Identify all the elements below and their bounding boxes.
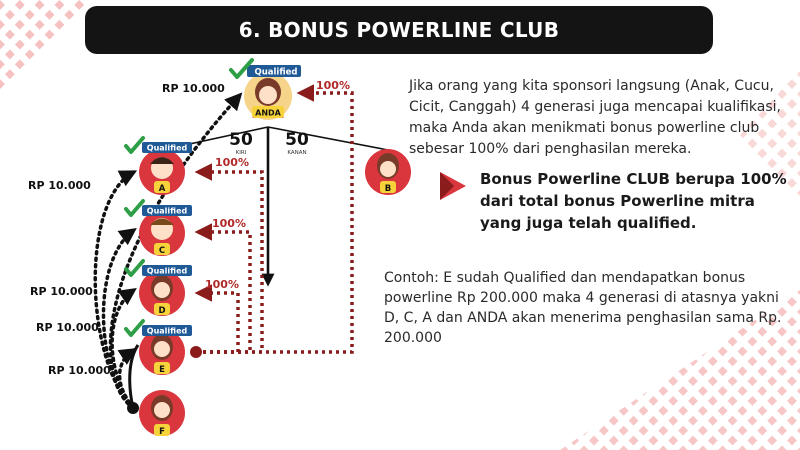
- rp-label-d: RP 10.000: [30, 285, 93, 298]
- description-text: Jika orang yang kita sponsori langsung (Anak, Cucu, Cicit, Canggah) 4 generasi juga mencapai kualifikasi, maka Anda akan menikmati bonus powerline club sebesar 100% dari penghasilan mereka.: [409, 78, 782, 157]
- bonus-line-d: [196, 293, 238, 352]
- qualified-badge-c: Qualified: [146, 206, 188, 216]
- node-e-label: E: [159, 365, 165, 375]
- kanan-value: 50: [285, 130, 309, 150]
- node-d: [126, 261, 192, 316]
- percent-label-a: 100%: [215, 156, 249, 169]
- bonus-origin-dot: [190, 346, 202, 358]
- node-anda-label: ANDA: [255, 108, 281, 118]
- check-icon: [126, 138, 143, 152]
- node-a: [126, 138, 192, 195]
- example-text: Contoh: E sudah Qualified dan mendapatkan bonus powerline Rp 200.000 maka 4 generasi di atasnya yakni D, C, A dan ANDA akan menerima penghasilan sama Rp. 200.000: [384, 270, 782, 346]
- rp-label-e: RP 10.000: [36, 321, 99, 334]
- kiri-value: 50: [229, 130, 253, 150]
- qualified-badge-a: Qualified: [146, 143, 188, 153]
- kiri-label: KIRI: [235, 150, 247, 156]
- slide-title: 6. BONUS POWERLINE CLUB: [85, 6, 713, 54]
- node-b: [365, 149, 411, 195]
- node-a-label: A: [158, 184, 166, 194]
- percent-label-anda: 100%: [316, 79, 350, 92]
- highlight-text: Bonus Powerline CLUB berupa 100% dari total bonus Powerline mitra yang juga telah qualified.: [480, 170, 787, 232]
- rp-origin-dot: [127, 402, 139, 414]
- node-c-label: C: [158, 246, 166, 256]
- node-f-label: F: [159, 427, 165, 437]
- check-icon: [126, 321, 143, 335]
- percent-label-d: 100%: [205, 278, 239, 291]
- kanan-label: KANAN: [287, 150, 307, 156]
- f-to-e-link: [130, 345, 138, 408]
- play-arrow-icon: [440, 172, 466, 200]
- qualified-badge-d: Qualified: [146, 266, 188, 276]
- corner-pattern-top-left: [0, 0, 95, 95]
- rp-label-anda: RP 10.000: [162, 82, 225, 95]
- node-f: [139, 390, 185, 437]
- rp-label-a: RP 10.000: [28, 179, 91, 192]
- qualified-badge-e: Qualified: [146, 326, 188, 336]
- qualified-badge-anda: Qualified: [254, 67, 298, 78]
- rp-label-f: RP 10.000: [48, 364, 111, 377]
- node-anda: [231, 60, 301, 120]
- check-icon: [126, 201, 143, 215]
- percent-label-c: 100%: [212, 217, 246, 230]
- bonus-line-a: [196, 172, 262, 352]
- node-b-label: B: [384, 184, 392, 194]
- node-d-label: D: [158, 306, 166, 316]
